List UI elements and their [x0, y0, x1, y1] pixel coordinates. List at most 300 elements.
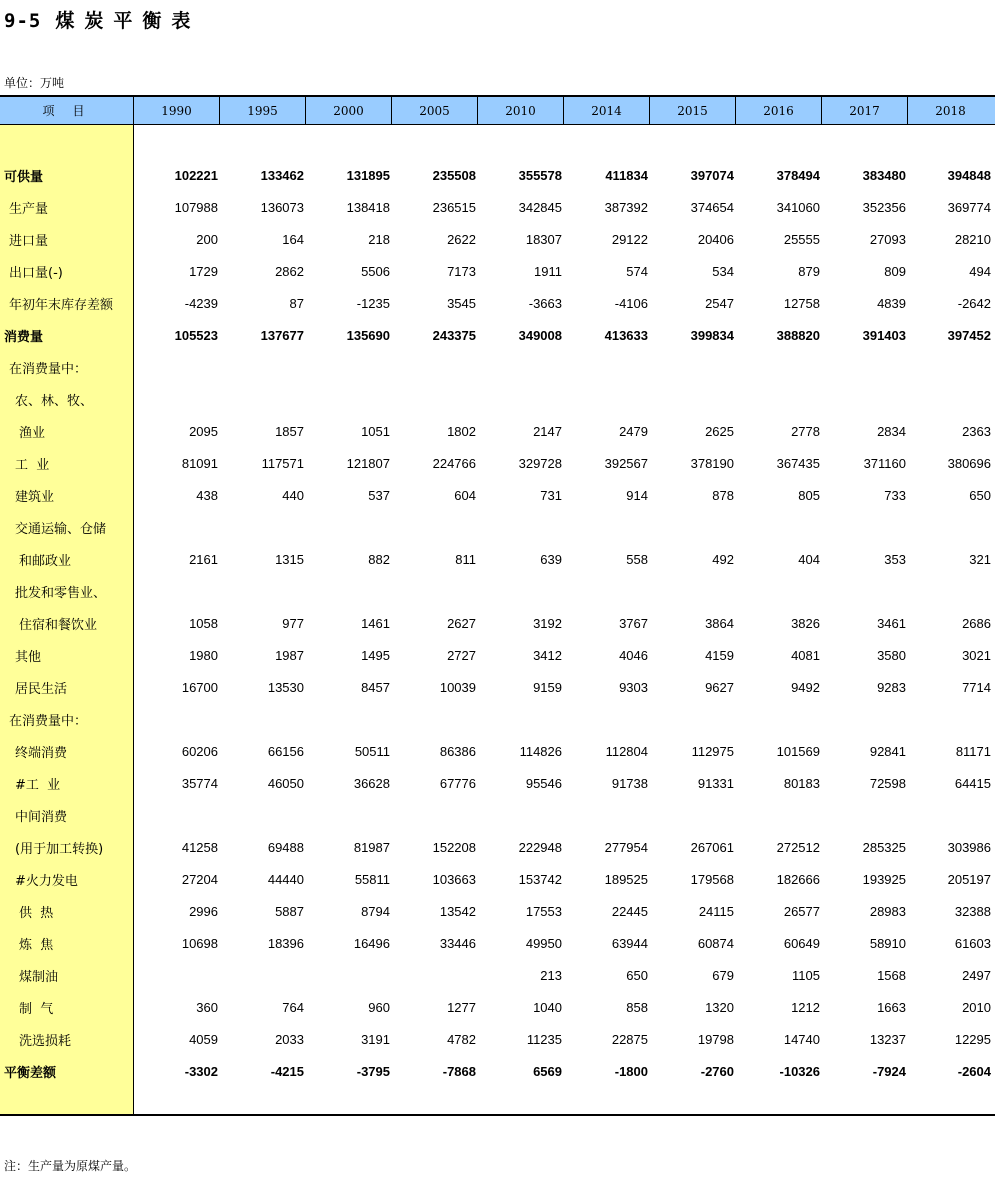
- value-cell: 4059: [189, 1031, 218, 1047]
- value-cell: 1495: [361, 647, 390, 663]
- value-cell: 72598: [869, 775, 906, 791]
- value-cell: 349008: [518, 327, 562, 343]
- value-cell: 22445: [611, 903, 648, 919]
- value-cell: 105523: [174, 327, 218, 343]
- row-label: (用于加工转换): [15, 841, 104, 857]
- value-cell: 9627: [705, 679, 734, 695]
- value-cell: 341060: [776, 199, 820, 215]
- value-cell: 107988: [174, 199, 218, 215]
- table-row: [0, 319, 995, 351]
- value-cell: 1729: [189, 263, 218, 279]
- header-year: 2010: [478, 97, 564, 124]
- value-cell: 13530: [267, 679, 304, 695]
- value-cell: 213: [540, 967, 562, 983]
- value-cell: 1320: [705, 999, 734, 1015]
- row-label: 消费量: [4, 329, 44, 345]
- value-cell: 879: [798, 263, 820, 279]
- value-cell: 8794: [361, 903, 390, 919]
- value-cell: 4839: [877, 295, 906, 311]
- value-cell: 1802: [447, 423, 476, 439]
- table-row: [0, 959, 995, 991]
- value-cell: -4239: [184, 295, 218, 311]
- table-bottom-rule: [0, 1114, 995, 1116]
- value-cell: 179568: [690, 871, 734, 887]
- value-cell: 3461: [877, 615, 906, 631]
- row-label: #火力发电: [15, 873, 78, 889]
- value-cell: 14740: [783, 1031, 820, 1047]
- value-cell: 1461: [361, 615, 390, 631]
- row-label: 住宿和餐饮业: [19, 617, 98, 633]
- value-cell: 81171: [955, 743, 991, 759]
- value-cell: -2642: [957, 295, 991, 311]
- header-item: 项目: [0, 97, 134, 124]
- value-cell: 224766: [432, 455, 476, 471]
- value-cell: 27204: [181, 871, 218, 887]
- value-cell: 3191: [361, 1031, 390, 1047]
- table-row: [0, 991, 995, 1023]
- value-cell: 413633: [604, 327, 648, 343]
- value-cell: 3021: [962, 647, 991, 663]
- value-cell: -3795: [356, 1063, 390, 1079]
- value-cell: 388820: [776, 327, 820, 343]
- value-cell: 272512: [776, 839, 820, 855]
- value-cell: 805: [798, 487, 820, 503]
- value-cell: 8457: [361, 679, 390, 695]
- value-cell: 1212: [791, 999, 820, 1015]
- row-label: 年初年末库存差额: [9, 297, 114, 313]
- value-cell: 679: [712, 967, 734, 983]
- value-cell: 394848: [947, 167, 991, 183]
- value-cell: -10326: [779, 1063, 820, 1079]
- value-cell: 878: [712, 487, 734, 503]
- value-cell: 152208: [432, 839, 476, 855]
- row-label: 洗选损耗: [19, 1033, 72, 1049]
- row-label: 生产量: [9, 201, 49, 217]
- value-cell: 87: [289, 295, 304, 311]
- table-row: [0, 607, 995, 639]
- value-cell: 650: [969, 487, 991, 503]
- row-label: 建筑业: [15, 489, 55, 505]
- value-cell: 2095: [189, 423, 218, 439]
- row-label: 和邮政业: [19, 553, 72, 569]
- value-cell: 11235: [526, 1031, 562, 1047]
- value-cell: 25555: [783, 231, 820, 247]
- value-cell: 303986: [947, 839, 991, 855]
- value-cell: 9492: [791, 679, 820, 695]
- header-year: 2015: [650, 97, 736, 124]
- value-cell: 17553: [525, 903, 562, 919]
- value-cell: 66156: [267, 743, 304, 759]
- value-cell: 2033: [275, 1031, 304, 1047]
- value-cell: 1987: [275, 647, 304, 663]
- header-year: 2016: [736, 97, 822, 124]
- value-cell: 16700: [181, 679, 218, 695]
- value-cell: -3302: [184, 1063, 218, 1079]
- value-cell: 80183: [783, 775, 820, 791]
- value-cell: 24115: [698, 903, 734, 919]
- value-cell: 438: [196, 487, 218, 503]
- table-row: [0, 767, 995, 799]
- table-row: [0, 831, 995, 863]
- value-cell: 12758: [783, 295, 820, 311]
- value-cell: 103663: [432, 871, 476, 887]
- value-cell: 2497: [962, 967, 991, 983]
- value-cell: 2161: [189, 551, 218, 567]
- value-cell: 236515: [432, 199, 476, 215]
- row-label: 进口量: [9, 233, 49, 249]
- value-cell: 3767: [619, 615, 648, 631]
- value-cell: 3580: [877, 647, 906, 663]
- value-cell: 136073: [260, 199, 304, 215]
- value-cell: 1277: [447, 999, 476, 1015]
- value-cell: 137677: [260, 327, 304, 343]
- table-row: [0, 447, 995, 479]
- value-cell: 55811: [354, 871, 390, 887]
- value-cell: 399834: [690, 327, 734, 343]
- header-year: 2000: [306, 97, 392, 124]
- value-cell: 1315: [275, 551, 304, 567]
- value-cell: 189525: [604, 871, 648, 887]
- value-cell: 537: [368, 487, 390, 503]
- value-cell: 22875: [611, 1031, 648, 1047]
- value-cell: 81987: [353, 839, 390, 855]
- value-cell: 50511: [354, 743, 390, 759]
- value-cell: 46050: [267, 775, 304, 791]
- value-cell: 193925: [862, 871, 906, 887]
- table-row: [0, 159, 995, 191]
- header-year: 1995: [220, 97, 306, 124]
- value-cell: 3826: [791, 615, 820, 631]
- table-row: [0, 255, 995, 287]
- table-row: [0, 479, 995, 511]
- value-cell: 4782: [447, 1031, 476, 1047]
- value-cell: 1663: [877, 999, 906, 1015]
- value-cell: 64415: [954, 775, 991, 791]
- table-row: [0, 287, 995, 319]
- value-cell: 3545: [447, 295, 476, 311]
- value-cell: 604: [454, 487, 476, 503]
- value-cell: 243375: [432, 327, 476, 343]
- value-cell: 114826: [519, 743, 562, 759]
- value-cell: 44440: [267, 871, 304, 887]
- value-cell: 378494: [776, 167, 820, 183]
- value-cell: 13237: [869, 1031, 906, 1047]
- row-label: 平衡差额: [4, 1065, 57, 1081]
- value-cell: 9303: [619, 679, 648, 695]
- value-cell: 1980: [189, 647, 218, 663]
- value-cell: -1800: [614, 1063, 648, 1079]
- value-cell: 378190: [690, 455, 734, 471]
- table-row: [0, 223, 995, 255]
- value-cell: 26577: [783, 903, 820, 919]
- value-cell: 764: [282, 999, 304, 1015]
- table-header: [0, 95, 995, 125]
- table-code: 9-5: [4, 10, 42, 32]
- header-year: 1990: [134, 97, 220, 124]
- value-cell: 9283: [877, 679, 906, 695]
- table-row: [0, 895, 995, 927]
- table-row: [0, 415, 995, 447]
- value-cell: 1911: [534, 263, 562, 279]
- value-cell: 534: [712, 263, 734, 279]
- table-row: [0, 351, 995, 383]
- table-name: 煤炭平衡表: [55, 10, 201, 32]
- value-cell: 218: [368, 231, 390, 247]
- row-label: 制 气: [19, 1001, 54, 1017]
- row-label: 中间消费: [15, 809, 68, 825]
- row-label: 农、林、牧、: [15, 393, 94, 409]
- row-label: 工 业: [15, 457, 50, 473]
- value-cell: 112975: [691, 743, 734, 759]
- value-cell: 404: [798, 551, 820, 567]
- row-label: 居民生活: [15, 681, 68, 697]
- value-cell: 138418: [346, 199, 390, 215]
- value-cell: 858: [626, 999, 648, 1015]
- value-cell: 2622: [447, 231, 476, 247]
- table-row: [0, 799, 995, 831]
- header-year: 2017: [822, 97, 908, 124]
- table-row: [0, 735, 995, 767]
- value-cell: 2547: [705, 295, 734, 311]
- table-row: [0, 1023, 995, 1055]
- value-cell: -7868: [442, 1063, 476, 1079]
- value-cell: 27093: [869, 231, 906, 247]
- value-cell: 2627: [447, 615, 476, 631]
- row-label: 在消费量中：: [9, 361, 88, 377]
- value-cell: 1058: [189, 615, 218, 631]
- value-cell: 81091: [181, 455, 218, 471]
- table-row: [0, 863, 995, 895]
- value-cell: 383480: [862, 167, 906, 183]
- value-cell: 60649: [783, 935, 820, 951]
- value-cell: -1235: [356, 295, 390, 311]
- value-cell: -2760: [700, 1063, 734, 1079]
- value-cell: 411834: [605, 167, 648, 183]
- table-row: [0, 191, 995, 223]
- value-cell: 153742: [518, 871, 562, 887]
- value-cell: 397452: [947, 327, 991, 343]
- value-cell: 12295: [954, 1031, 991, 1047]
- value-cell: 2778: [791, 423, 820, 439]
- row-label: 批发和零售业、: [15, 585, 107, 601]
- value-cell: 131895: [346, 167, 390, 183]
- value-cell: 4046: [619, 647, 648, 663]
- value-cell: 3864: [705, 615, 734, 631]
- row-label: 炼 焦: [19, 937, 54, 953]
- value-cell: 2834: [877, 423, 906, 439]
- table-row: [0, 1055, 995, 1087]
- footnote: 注：生产量为原煤产量。: [4, 1159, 137, 1173]
- value-cell: 492: [712, 551, 734, 567]
- value-cell: 133462: [260, 167, 304, 183]
- row-label: 渔业: [19, 425, 46, 441]
- value-cell: 440: [282, 487, 304, 503]
- row-label: 终端消费: [15, 745, 68, 761]
- value-cell: 95546: [525, 775, 562, 791]
- value-cell: 20406: [697, 231, 734, 247]
- value-cell: 222948: [518, 839, 562, 855]
- value-cell: 2363: [962, 423, 991, 439]
- value-cell: 135690: [346, 327, 390, 343]
- value-cell: 374654: [690, 199, 734, 215]
- value-cell: -4106: [614, 295, 648, 311]
- value-cell: -3663: [528, 295, 562, 311]
- unit-label: 单位：万吨: [4, 76, 65, 90]
- value-cell: 391403: [862, 327, 906, 343]
- value-cell: 733: [884, 487, 906, 503]
- value-cell: 121807: [346, 455, 390, 471]
- value-cell: 10039: [439, 679, 476, 695]
- row-label: 在消费量中：: [9, 713, 88, 729]
- table-row: [0, 543, 995, 575]
- value-cell: 35774: [181, 775, 218, 791]
- value-cell: 58910: [869, 935, 906, 951]
- value-cell: 9159: [533, 679, 562, 695]
- value-cell: 205197: [947, 871, 991, 887]
- value-cell: 91738: [611, 775, 648, 791]
- value-cell: 285325: [862, 839, 906, 855]
- value-cell: 61603: [954, 935, 991, 951]
- value-cell: -2604: [957, 1063, 991, 1079]
- value-cell: 352356: [862, 199, 906, 215]
- value-cell: 960: [368, 999, 390, 1015]
- value-cell: 1040: [533, 999, 562, 1015]
- value-cell: 36628: [353, 775, 390, 791]
- value-cell: 16496: [353, 935, 390, 951]
- value-cell: 342845: [518, 199, 562, 215]
- value-cell: 882: [368, 551, 390, 567]
- row-label: 其他: [15, 649, 42, 665]
- value-cell: 2727: [447, 647, 476, 663]
- value-cell: 329728: [518, 455, 562, 471]
- value-cell: 267061: [690, 839, 734, 855]
- value-cell: 371160: [863, 455, 906, 471]
- table-row: [0, 511, 995, 543]
- value-cell: 200: [196, 231, 218, 247]
- value-cell: 2686: [962, 615, 991, 631]
- table-row: [0, 927, 995, 959]
- data-table: [0, 95, 995, 1116]
- page-title: [4, 6, 200, 33]
- value-cell: 731: [540, 487, 562, 503]
- table-row: [0, 639, 995, 671]
- value-cell: 1857: [275, 423, 304, 439]
- value-cell: 494: [969, 263, 991, 279]
- value-cell: 4159: [705, 647, 734, 663]
- value-cell: 2862: [275, 263, 304, 279]
- value-cell: 2147: [533, 423, 562, 439]
- value-cell: 49950: [525, 935, 562, 951]
- value-cell: 369774: [947, 199, 991, 215]
- value-cell: 1568: [877, 967, 906, 983]
- table-row: [0, 703, 995, 735]
- value-cell: 60206: [181, 743, 218, 759]
- row-label: 煤制油: [19, 969, 59, 985]
- value-cell: 117571: [261, 455, 304, 471]
- value-cell: 28983: [869, 903, 906, 919]
- value-cell: 2479: [619, 423, 648, 439]
- value-cell: 28210: [954, 231, 991, 247]
- header-year: 2018: [935, 103, 966, 118]
- value-cell: 7714: [962, 679, 991, 695]
- value-cell: 101569: [776, 743, 820, 759]
- value-cell: 235508: [432, 167, 476, 183]
- value-cell: 2010: [962, 999, 991, 1015]
- value-cell: 574: [626, 263, 648, 279]
- value-cell: 3412: [533, 647, 562, 663]
- header-year: 2014: [564, 97, 650, 124]
- row-label: 可供量: [4, 169, 44, 185]
- value-cell: 277954: [604, 839, 648, 855]
- value-cell: 367435: [776, 455, 820, 471]
- value-cell: 4081: [791, 647, 820, 663]
- value-cell: 102221: [174, 167, 218, 183]
- value-cell: 182666: [776, 871, 820, 887]
- value-cell: 91331: [697, 775, 734, 791]
- value-cell: 397074: [690, 167, 734, 183]
- value-cell: 977: [282, 615, 304, 631]
- value-cell: 69488: [267, 839, 304, 855]
- value-cell: 10698: [181, 935, 218, 951]
- value-cell: 164: [282, 231, 304, 247]
- value-cell: 29122: [611, 231, 648, 247]
- value-cell: 321: [969, 551, 991, 567]
- value-cell: 60874: [697, 935, 734, 951]
- value-cell: 112804: [605, 743, 648, 759]
- value-cell: 5887: [275, 903, 304, 919]
- value-cell: 63944: [611, 935, 648, 951]
- value-cell: 7173: [447, 263, 476, 279]
- value-cell: -4215: [270, 1063, 304, 1079]
- value-cell: 353: [884, 551, 906, 567]
- value-cell: 19798: [697, 1031, 734, 1047]
- value-cell: 3192: [533, 615, 562, 631]
- value-cell: 41258: [181, 839, 218, 855]
- value-cell: 1105: [792, 967, 820, 983]
- value-cell: 558: [626, 551, 648, 567]
- value-cell: 392567: [604, 455, 648, 471]
- row-label: #工 业: [15, 777, 61, 793]
- value-cell: 32388: [954, 903, 991, 919]
- value-cell: 13542: [439, 903, 476, 919]
- value-cell: -7924: [872, 1063, 906, 1079]
- row-label: 出口量(-): [9, 265, 63, 281]
- header-year: 2005: [392, 97, 478, 124]
- value-cell: 360: [196, 999, 218, 1015]
- value-cell: 355578: [518, 167, 562, 183]
- value-cell: 86386: [439, 743, 476, 759]
- row-label: 供 热: [19, 905, 54, 921]
- value-cell: 650: [626, 967, 648, 983]
- value-cell: 809: [884, 263, 906, 279]
- value-cell: 2996: [189, 903, 218, 919]
- value-cell: 92841: [869, 743, 906, 759]
- value-cell: 1051: [361, 423, 390, 439]
- value-cell: 33446: [439, 935, 476, 951]
- table-row: [0, 383, 995, 415]
- value-cell: 18307: [525, 231, 562, 247]
- value-cell: 6569: [533, 1063, 562, 1079]
- value-cell: 811: [455, 551, 476, 567]
- value-cell: 2625: [705, 423, 734, 439]
- value-cell: 5506: [361, 263, 390, 279]
- value-cell: 914: [626, 487, 648, 503]
- value-cell: 639: [540, 551, 562, 567]
- value-cell: 67776: [439, 775, 476, 791]
- table-row: [0, 671, 995, 703]
- value-cell: 18396: [267, 935, 304, 951]
- table-row: [0, 575, 995, 607]
